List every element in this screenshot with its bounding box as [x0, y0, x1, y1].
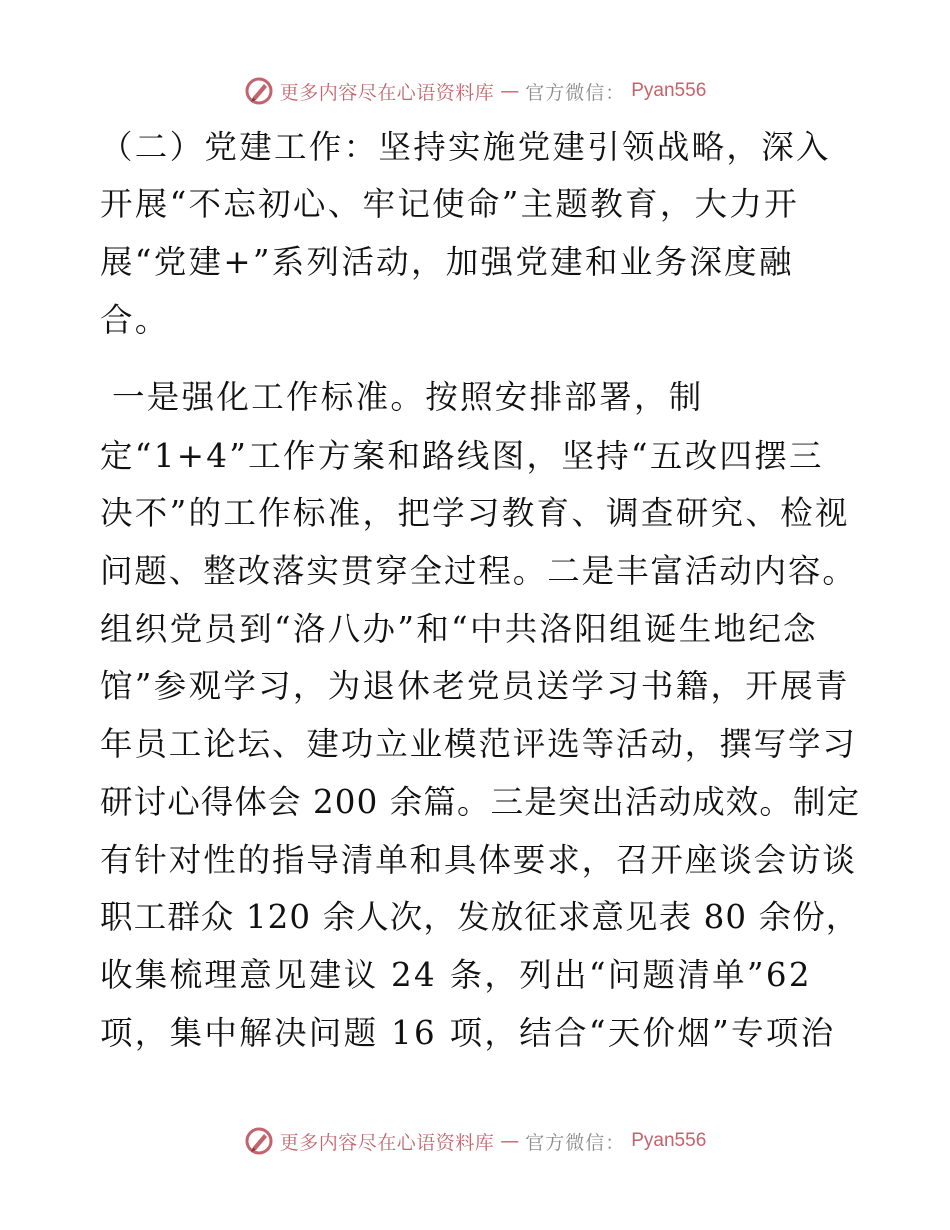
text-line: 研讨心得体会 200 余篇。三是突出活动成效。制定 [100, 783, 861, 821]
text-line: 合。 [100, 301, 170, 339]
text-line: 展“党建+”系列活动，加强党建和业务深度融 [100, 243, 794, 281]
text-line: 馆”参观学习，为退休老党员送学习书籍，开展青 [100, 667, 850, 705]
watermark-footer [0, 1124, 950, 1158]
text-line: 组织党员到“洛八办”和“中共洛阳组诞生地纪念 [100, 610, 818, 648]
watermark-site-name: 更多内容尽在心语资料库 [279, 81, 495, 104]
text-line: 项，集中解决问题 16 项，结合“天价烟”专项治 [100, 1014, 836, 1052]
text-line: 年员工论坛、建功立业模范评选等活动，撰写学习 [100, 725, 857, 763]
watermark-header [0, 74, 950, 108]
text-line: 问题、整改落实贯穿全过程。二是丰富活动内容。 [100, 552, 857, 590]
text-line: 职工群众 120 余人次，发放征求意见表 80 余份， [100, 898, 860, 936]
watermark-wechat-label: 官方微信： [525, 81, 626, 104]
text-line: 定“1+4”工作方案和路线图，坚持“五改四摆三 [100, 437, 824, 475]
watermark-site-name: 更多内容尽在心语资料库 [279, 1131, 495, 1154]
watermark-dash: — [500, 1130, 520, 1152]
text-line: 决不”的工作标准，把学习教育、调查研究、检视 [100, 494, 850, 532]
text-line: 收集梳理意见建议 24 条，列出“问题清单”62 [100, 956, 812, 994]
watermark-wechat-label: 官方微信： [525, 1131, 626, 1154]
watermark-wechat-id: Pyan556 [631, 80, 707, 101]
pen-circle-icon [244, 76, 274, 106]
watermark-wechat-id: Pyan556 [631, 1130, 707, 1151]
watermark-dash: — [500, 80, 520, 102]
text-line: 有针对性的指导清单和具体要求，召开座谈会访谈 [100, 841, 857, 879]
text-line: 一是强化工作标准。按照安排部署，制 [112, 378, 704, 416]
pen-circle-icon [244, 1126, 274, 1156]
text-line: （二）党建工作：坚持实施党建引领战略，深入 [100, 128, 831, 166]
text-line: 开展“不忘初心、牢记使命”主题教育，大力开 [100, 185, 800, 223]
